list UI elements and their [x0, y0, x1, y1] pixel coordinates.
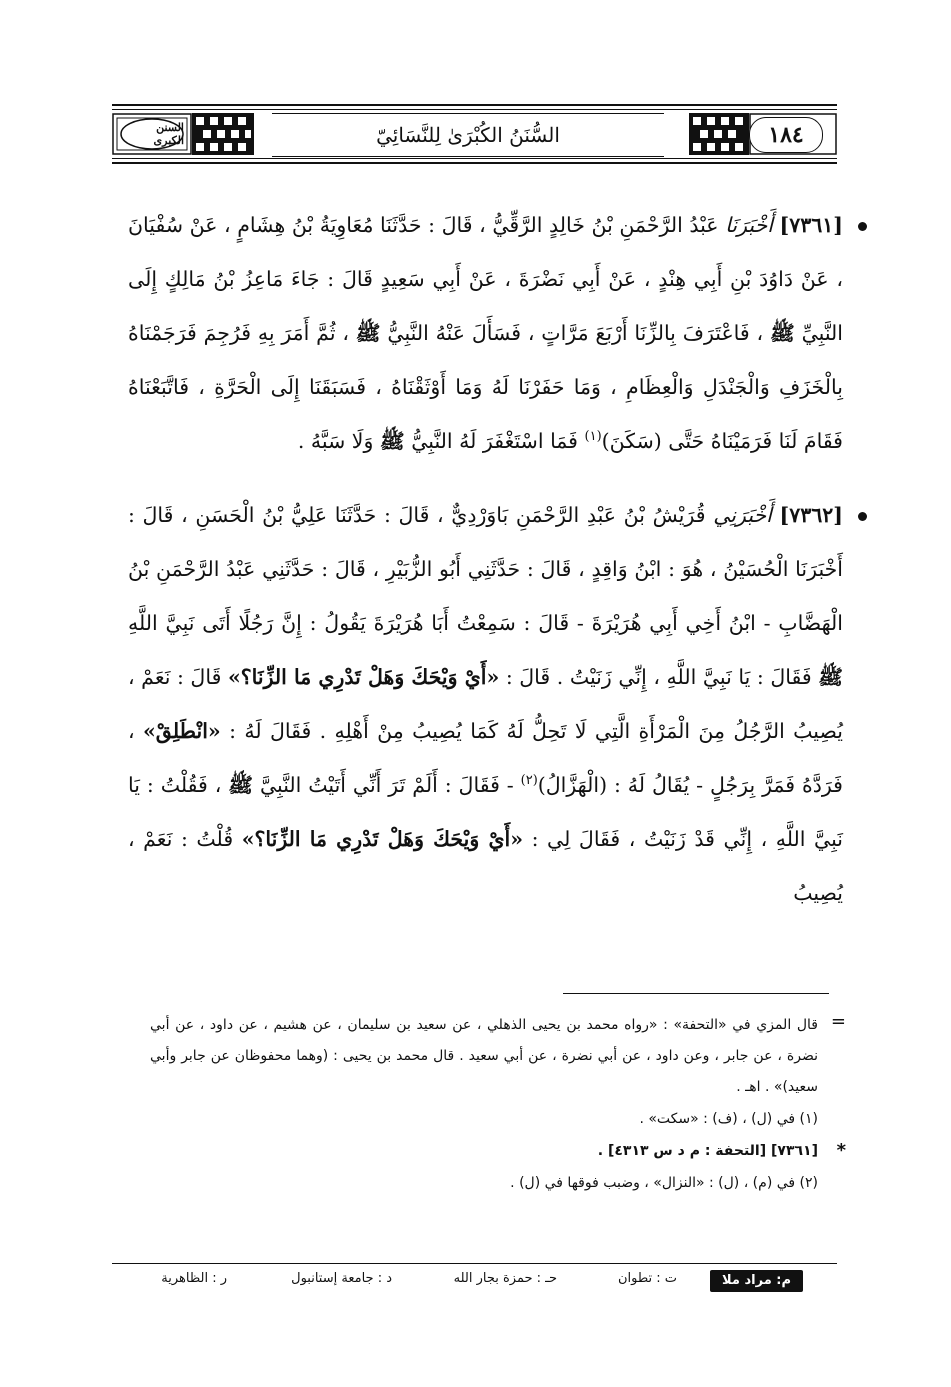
logo-calligraphy: السنن الكبرى: [153, 121, 184, 147]
running-header: [112, 104, 837, 164]
source-istanbul: د : جامعة إستانبول: [291, 1271, 392, 1286]
hadith-text: - فَقَالَ : أَلَمْ تَرَ أَنِّي أَتَيْتُ النَّبِيَّ: [259, 773, 514, 797]
hadith-text: عَبْدُ الرَّحْمَنِ بْنُ الْهَضَّابِ - ابْنُ أَخِي أَبِي هُرَيْرَةَ - قَالَ : سَمِعْتُ أَبَا هُرَيْرَةَ: [128, 557, 843, 635]
prophet-quote: «أَيْ وَيْحَكَ وَهَلْ تَدْرِي مَا الزِّنَا؟»: [227, 665, 500, 689]
prophet-quote: «أَيْ وَيْحَكَ وَهَلْ تَدْرِي مَا الزِّنَا؟»: [241, 827, 524, 851]
tuhfa-reference: [150, 1135, 846, 1167]
hadith-text: مَاعِزُ بْنُ مَالِكٍ إِلَى النَّبِيِّ: [128, 267, 843, 345]
hadith-text: ، فَقُلْتُ : يَا نَبِيَّ اللَّهِ ، إِنِّي: [128, 773, 844, 851]
hadith-text: ، فَاعْتَرَفَ بِالزِّنَا أَرْبَعَ مَرَّاتٍ ، فَسَأَلَ عَنْهُ: [435, 321, 764, 345]
hadith-7361: [128, 198, 843, 468]
star-icon: *: [836, 1140, 846, 1161]
hadith-text: فَقَالَ : يَا نَبِيَّ اللَّهِ ، إِنِّي زَنَيْتُ . قَالَ :: [505, 665, 812, 689]
bullet-icon: [858, 222, 867, 231]
hadith-text: فَمَا: [550, 429, 578, 453]
header-rule-bottom-thin: [112, 158, 837, 159]
header-rule-top-thin: [112, 109, 837, 110]
hadith-text: قَدْ زَنَيْتُ ، فَقَالَ لِي :: [531, 827, 715, 851]
footnote-separator: [563, 993, 829, 994]
page-number: ١٨٤: [749, 117, 823, 153]
header-rule-top: [112, 104, 837, 106]
header-rule-bottom: [112, 162, 837, 164]
bottom-rule: [112, 1263, 837, 1264]
hadith-text: عَنْ سُفْيَانَ ، عَنْ دَاوُدَ بْنِ أَبِي هِنْدٍ ، عَنْ أَبِي نَضْرَةَ ، عَنْ أَبِي سَعِيدٍ قَالَ : جَاءَ: [128, 213, 843, 291]
hadith-text: يَقُولُ : إِنَّ رَجُلًا أَتَى نَبِيَّ اللَّهِ: [128, 611, 366, 635]
source-zahiriyya: ر : الظاهرية: [161, 1271, 227, 1286]
footnote-1: [150, 1103, 818, 1135]
salutation-glyph: ﷺ: [355, 321, 381, 345]
salutation-glyph: ﷺ: [379, 429, 405, 453]
hadith-text: ، ثُمَّ أَمَرَ بِهِ فَرُجِمَ فَرَجَمْنَاهُ بِالْخَزَفِ وَالْجَنْدَلِ وَالْعِظَامِ ، وَمَا حَفَرْنَا لَهُ: [128, 321, 843, 399]
header-pattern-left: [192, 113, 254, 155]
hadith-number: [٧٣٦٢]: [779, 503, 843, 527]
book-logo: [124, 116, 184, 152]
hadith-text: لَهُ : (الْهَزَّالُ): [537, 773, 646, 797]
bullet-icon: [858, 512, 867, 521]
header-title-box: [272, 113, 664, 157]
akhbarana-word: أَخْبَرَنَا: [725, 213, 773, 237]
hadith-text: قُرَيْشُ بْنُ عَبْدِ الرَّحْمَنِ بَاوَرْدِيٌّ ، قَالَ : حَدَّثَنَا عَلِيُّ بْنُ الْحَسَنِ ،: [181, 503, 706, 527]
header-pattern-right: [689, 113, 749, 155]
hadith-text: وَمَا أَوْثَقْنَاهُ ، فَسَبَقَنَا إِلَى الْحَرَّةِ ، فَاتَّبَعْنَاهُ فَقَامَ لَنَا فَرَمَيْنَاهُ حَتَّى (سَكَنَ): [128, 375, 843, 453]
footnote-text: قال المزي في «التحفة» : «رواه محمد بن يحيى الذهلي ، عن سعيد بن سليمان ، عن هشيم ، عن داود ، عن أبي نضرة ، عن جابر ، وعن داود ، عن أبي نضرة ، عن أبي سعيد . قال محمد بن يحيى : (وهما محفوظان عن جابر وأبي سعيد)» . اهـ .: [150, 1017, 818, 1095]
tuhfa-text: [٧٣٦١] [التحفة : م د س ٤٣١٣] .: [597, 1143, 818, 1159]
hadith-text: وَلَا سَبَّهُ .: [297, 429, 374, 453]
hadith-7362: [128, 488, 843, 920]
hadith-text: قَالَ : أَخْبَرَنَا الْحُسَيْنُ ، هُوَ : ابْنُ وَاقِدٍ ، قَالَ : حَدَّثَنِي أَبُو الزُّبَيْرِ ، قَالَ : حَدَّثَنِي: [128, 503, 843, 581]
prophet-quote: «انْطَلِقْ»: [142, 719, 221, 743]
hadith-text: قُلْتُ : نَعَمْ ، يُصِيبُ: [128, 827, 843, 905]
continuation-mark: =: [830, 1011, 846, 1032]
source-tetouan: ت : تطوان: [617, 1271, 677, 1286]
hadith-text: قَالَ : نَعَمْ ، يُصِيبُ الرَّجُلُ مِنَ الْمَرْأَةِ الَّتِي: [128, 665, 843, 743]
footnote-continuation: [150, 1010, 846, 1103]
salutation-glyph: ﷺ: [770, 321, 795, 345]
hadith-text: عَبْدُ الرَّحْمَنِ بْنُ خَالِدٍ الرَّقِّيُّ ، قَالَ : حَدَّثَنَا مُعَاوِيَةُ بْنُ هِشَامٍ ،: [224, 213, 719, 237]
main-text: [128, 198, 843, 920]
hadith-number: [٧٣٦١]: [779, 213, 843, 237]
footnote-marker: (٢): [520, 773, 538, 789]
hadith-text: اسْتَغْفَرَ لَهُ النَّبِيُّ: [411, 429, 544, 453]
footnote-text: (٢) في (م) ، (ل) : «النزال» ، وضبب فوقها في (ل) .: [510, 1175, 818, 1191]
hadith-text: النَّبِيُّ: [387, 321, 429, 345]
salutation-glyph: ﷺ: [818, 665, 843, 689]
footnote-text: (١) في (ل) ، (ف) : «سكت» .: [639, 1111, 818, 1127]
source-badge: م: مراد ملا: [710, 1270, 803, 1292]
footnote-marker: (١): [584, 429, 602, 445]
hadith-text: ، فَرَدَّهُ فَمَرَّ بِرَجُلٍ - يُقَالُ: [128, 719, 843, 797]
akhbarani-word: أَخْبَرَنِي: [713, 503, 772, 527]
salutation-glyph: ﷺ: [228, 773, 254, 797]
source-hamza: حـ : حمزة بجار الله: [453, 1271, 557, 1286]
hadith-text: لَا تَحِلُّ لَهُ كَمَا يُصِيبُ مِنْ أَهْلِهِ . فَقَالَ لَهُ :: [229, 719, 587, 743]
footnotes: [150, 1010, 846, 1199]
book-title: السُّنَنُ الكُبْرَىٰ لِلنَّسَائِيّ: [376, 123, 560, 147]
manuscript-sources: [112, 1265, 837, 1309]
footnote-2: [150, 1167, 818, 1199]
